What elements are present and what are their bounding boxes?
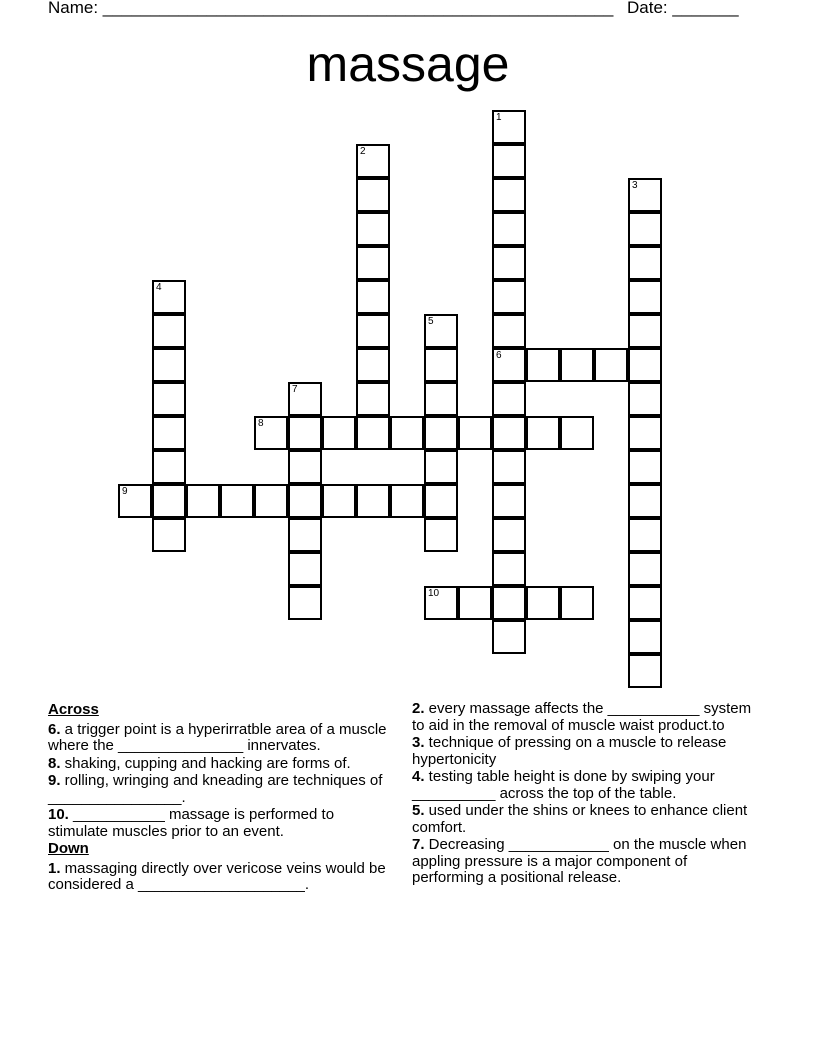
clue-number-label: 2 [360, 146, 366, 157]
crossword-cell[interactable] [288, 416, 322, 450]
crossword-cell[interactable] [492, 382, 526, 416]
clue-down-2 [412, 701, 762, 734]
clue-number-label: 5 [428, 316, 434, 327]
crossword-cell[interactable] [356, 280, 390, 314]
crossword-cell[interactable] [492, 450, 526, 484]
clue-text: Decreasing ____________ on the muscle when appling pressure is a major component of performing a positional release. [412, 836, 747, 886]
crossword-cell[interactable] [356, 246, 390, 280]
crossword-cell[interactable] [628, 280, 662, 314]
crossword-cell[interactable] [628, 416, 662, 450]
clue-number: 1. [48, 859, 61, 877]
clue-number-label: 6 [496, 350, 502, 361]
clue-number-label: 1 [496, 112, 502, 123]
crossword-cell[interactable] [628, 212, 662, 246]
clue-number: 2. [412, 700, 425, 717]
crossword-cell[interactable] [254, 484, 288, 518]
name-field-label: Name: ______________________________________________________ [48, 0, 614, 17]
crossword-cell[interactable] [628, 518, 662, 552]
clue-text: rolling, wringing and kneading are techniques of ________________. [48, 772, 383, 806]
crossword-cell[interactable] [424, 518, 458, 552]
across-heading: Across [48, 701, 99, 718]
clue-number-label: 4 [156, 282, 162, 293]
crossword-cell[interactable] [526, 348, 560, 382]
crossword-cell[interactable] [152, 484, 186, 518]
crossword-cell[interactable] [356, 178, 390, 212]
crossword-cell[interactable] [560, 586, 594, 620]
crossword-cell[interactable] [220, 484, 254, 518]
crossword-cell[interactable] [628, 382, 662, 416]
crossword-cell[interactable] [288, 382, 322, 416]
crossword-cell[interactable] [492, 178, 526, 212]
clue-across-9 [48, 773, 388, 806]
crossword-cell[interactable] [458, 416, 492, 450]
clue-number: 9. [48, 772, 61, 789]
crossword-cell[interactable] [628, 620, 662, 654]
crossword-cell[interactable] [526, 416, 560, 450]
crossword-cell[interactable] [492, 518, 526, 552]
clue-number: 4. [412, 768, 425, 785]
crossword-cell[interactable] [390, 416, 424, 450]
crossword-cell[interactable] [152, 518, 186, 552]
crossword-cell[interactable] [492, 280, 526, 314]
crossword-cell[interactable] [356, 212, 390, 246]
crossword-cell[interactable] [628, 348, 662, 382]
clue-number-label: 7 [292, 384, 298, 395]
crossword-cell[interactable] [492, 246, 526, 280]
clue-down-7 [412, 837, 762, 887]
crossword-cell[interactable] [356, 416, 390, 450]
clue-number: 7. [412, 836, 425, 853]
crossword-cell[interactable] [254, 416, 288, 450]
crossword-cell[interactable] [492, 110, 526, 144]
crossword-cell[interactable] [628, 552, 662, 586]
crossword-cell[interactable] [424, 416, 458, 450]
page-title: massage [306, 36, 510, 92]
crossword-cell[interactable] [492, 348, 526, 382]
clues-column-right [412, 701, 762, 888]
crossword-cell[interactable] [628, 314, 662, 348]
clue-number-label: 10 [428, 588, 440, 599]
clue-text: ___________ massage is performed to stimulate muscles prior to an event. [48, 806, 335, 840]
crossword-cell[interactable] [628, 178, 662, 212]
clue-text: shaking, cupping and hacking are forms of. [60, 754, 351, 772]
crossword-cell[interactable] [628, 246, 662, 280]
crossword-cell[interactable] [492, 416, 526, 450]
crossword-cell[interactable] [288, 450, 322, 484]
crossword-cell[interactable] [152, 314, 186, 348]
clue-across-6 [48, 722, 388, 755]
crossword-cell[interactable] [492, 552, 526, 586]
clue-text: testing table height is done by swiping your __________ across the top of the table. [412, 768, 715, 802]
crossword-cell[interactable] [492, 586, 526, 620]
clue-text: massaging directly over vericose veins would be considered a ____________________. [48, 859, 386, 893]
crossword-cell[interactable] [424, 348, 458, 382]
clue-text: used under the shins or knees to enhance client comfort. [412, 802, 748, 836]
crossword-cell[interactable] [152, 416, 186, 450]
crossword-cell[interactable] [424, 314, 458, 348]
clue-down-4 [412, 769, 762, 802]
crossword-cell[interactable] [152, 450, 186, 484]
clue-number: 6. [48, 720, 61, 738]
crossword-cell[interactable] [424, 586, 458, 620]
down-heading: Down [48, 840, 89, 857]
crossword-cell[interactable] [322, 484, 356, 518]
crossword-cell[interactable] [356, 484, 390, 518]
crossword-cell[interactable] [526, 586, 560, 620]
crossword-cell[interactable] [560, 416, 594, 450]
crossword-cell[interactable] [628, 586, 662, 620]
crossword-cell[interactable] [322, 416, 356, 450]
crossword-cell[interactable] [492, 144, 526, 178]
clue-number-label: 3 [632, 180, 638, 191]
crossword-cell[interactable] [424, 450, 458, 484]
crossword-cell[interactable] [390, 484, 424, 518]
crossword-cell[interactable] [594, 348, 628, 382]
crossword-cell[interactable] [288, 484, 322, 518]
date-field-label: Date: _______ [627, 0, 739, 17]
clue-text: every massage affects the ___________ system to aid in the removal of muscle waist product.to [412, 700, 752, 734]
clue-number: 8. [48, 754, 61, 772]
clue-down-5 [412, 803, 762, 836]
crossword-cell[interactable] [356, 348, 390, 382]
clue-number-label: 8 [258, 418, 264, 429]
crossword-cell[interactable] [152, 280, 186, 314]
crossword-cell[interactable] [152, 382, 186, 416]
crossword-cell[interactable] [186, 484, 220, 518]
crossword-cell[interactable] [424, 484, 458, 518]
crossword-cell[interactable] [628, 450, 662, 484]
crossword-cell[interactable] [288, 518, 322, 552]
clue-across-8 [48, 756, 388, 773]
crossword-cell[interactable] [492, 212, 526, 246]
crossword-cell[interactable] [492, 620, 526, 654]
clue-text: technique of pressing on a muscle to release hypertonicity [412, 734, 727, 768]
clue-number: 3. [412, 734, 425, 751]
crossword-cell[interactable] [356, 314, 390, 348]
crossword-cell[interactable] [152, 348, 186, 382]
clue-down-1 [48, 861, 388, 894]
crossword-cell[interactable] [458, 586, 492, 620]
crossword-cell[interactable] [628, 484, 662, 518]
crossword-cell[interactable] [424, 382, 458, 416]
crossword-cell[interactable] [628, 654, 662, 688]
clue-down-3 [412, 735, 762, 768]
crossword-cell[interactable] [492, 484, 526, 518]
crossword-cell[interactable] [288, 552, 322, 586]
clue-number-label: 9 [122, 486, 128, 497]
crossword-cell[interactable] [118, 484, 152, 518]
crossword-cell[interactable] [492, 314, 526, 348]
clue-across-10 [48, 807, 388, 840]
crossword-cell[interactable] [288, 586, 322, 620]
crossword-cell[interactable] [356, 382, 390, 416]
clue-number: 5. [412, 802, 425, 819]
clues-column-left [48, 701, 388, 895]
crossword-cell[interactable] [356, 144, 390, 178]
clue-text: a trigger point is a hyperirratble area of a muscle where the _______________ innervates. [48, 720, 387, 754]
crossword-cell[interactable] [560, 348, 594, 382]
clue-number: 10. [48, 806, 69, 823]
